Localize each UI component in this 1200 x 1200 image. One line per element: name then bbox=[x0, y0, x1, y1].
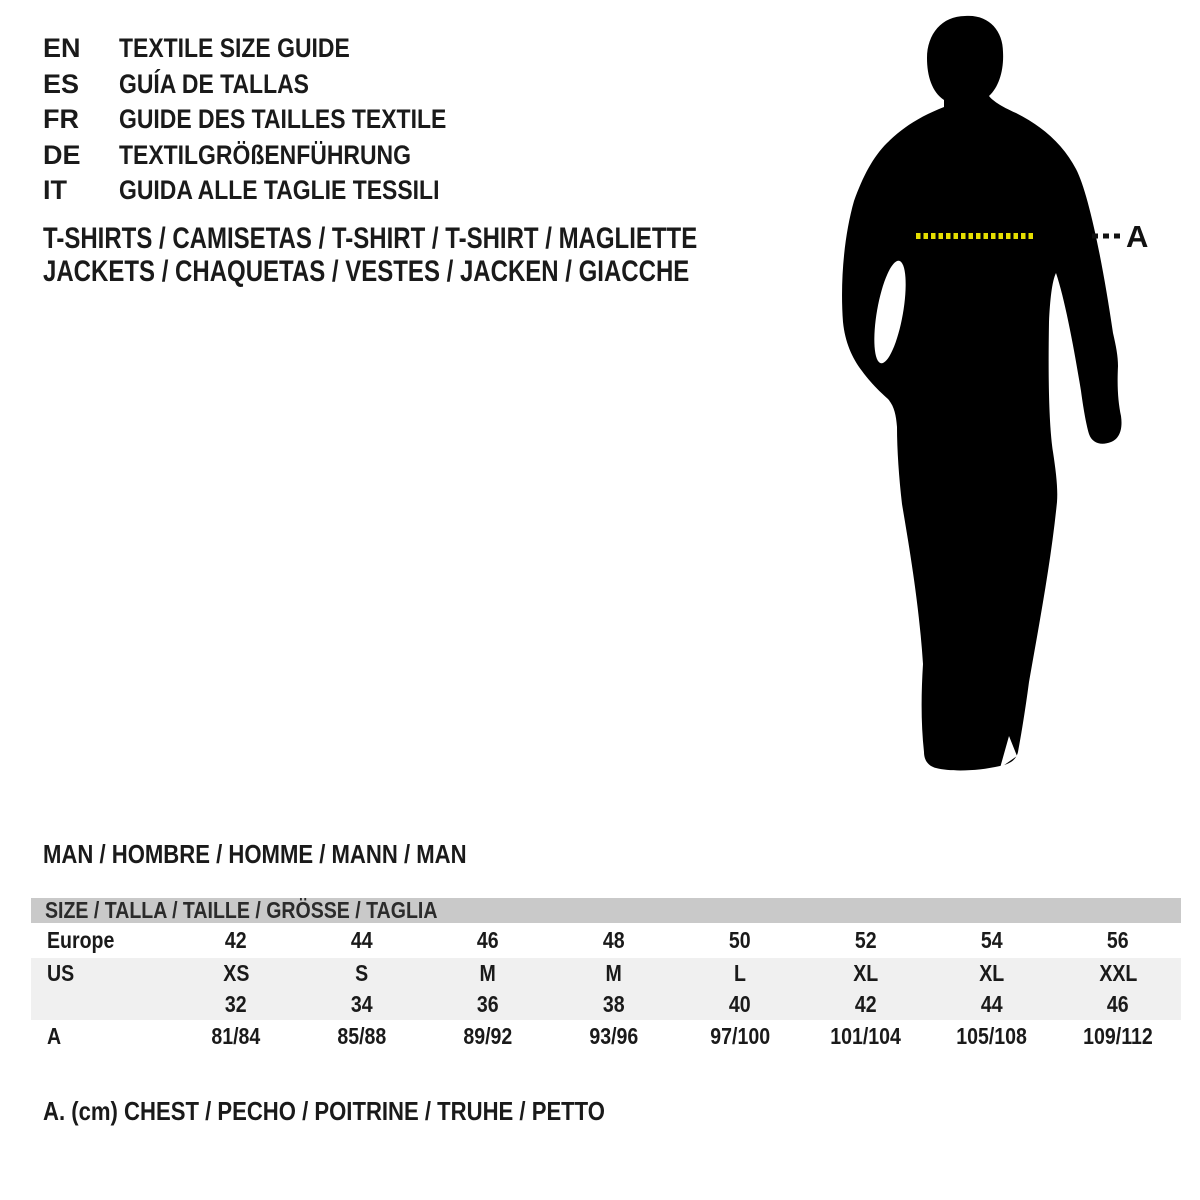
marker-label-a: A bbox=[1126, 219, 1149, 254]
table-cell: 56 bbox=[1107, 927, 1129, 953]
table-cell: 46 bbox=[477, 927, 499, 953]
language-code: ES bbox=[43, 68, 80, 99]
table-cell: 105/108 bbox=[956, 1023, 1028, 1049]
measurement-footnote bbox=[43, 1096, 704, 1127]
table-cell: M bbox=[479, 960, 497, 986]
row-label: US bbox=[47, 960, 75, 986]
table-cell: M bbox=[605, 960, 623, 986]
guide-title: TEXTILE SIZE GUIDE bbox=[119, 33, 350, 63]
category-line-tshirts: T-SHIRTS / CAMISETAS / T-SHIRT / T-SHIRT / MAGLIETTE bbox=[43, 222, 698, 255]
section-heading-man bbox=[43, 841, 541, 867]
table-cell: 34 bbox=[351, 991, 373, 1017]
table-cell: 44 bbox=[981, 991, 1003, 1017]
guide-title: TEXTILGRÖßENFÜHRUNG bbox=[119, 139, 411, 170]
table-cell: 89/92 bbox=[463, 1023, 513, 1049]
size-table-header bbox=[31, 898, 1181, 923]
table-cell: 44 bbox=[351, 927, 373, 953]
table-cell: XL bbox=[853, 960, 879, 986]
man-silhouette-figure bbox=[820, 0, 1200, 800]
table-cell: S bbox=[355, 960, 369, 986]
table-row-us bbox=[31, 958, 1181, 989]
table-cell: 32 bbox=[225, 991, 247, 1017]
table-cell: 54 bbox=[981, 927, 1003, 953]
table-cell: XXL bbox=[1098, 960, 1138, 986]
language-code: IT bbox=[43, 175, 67, 205]
table-cell: 93/96 bbox=[589, 1023, 639, 1049]
table-cell: 81/84 bbox=[211, 1023, 261, 1049]
table-cell: XL bbox=[979, 960, 1005, 986]
table-cell: 85/88 bbox=[337, 1023, 387, 1049]
table-cell: 38 bbox=[603, 991, 625, 1017]
language-row bbox=[43, 173, 504, 209]
table-cell: 42 bbox=[855, 991, 877, 1017]
language-row bbox=[43, 102, 504, 138]
man-silhouette bbox=[842, 16, 1121, 771]
table-cell: 46 bbox=[1107, 991, 1129, 1017]
measurement-footnote-text: A. (cm) CHEST / PECHO / POITRINE / TRUHE / PETTO bbox=[43, 1096, 605, 1126]
table-cell: 50 bbox=[729, 927, 751, 953]
table-cell: 42 bbox=[225, 927, 247, 953]
language-row bbox=[43, 67, 504, 103]
category-line-jackets: JACKETS / CHAQUETAS / VESTES / JACKEN / GIACCHE bbox=[43, 254, 690, 288]
row-label: Europe bbox=[47, 927, 115, 953]
language-code: EN bbox=[43, 33, 81, 63]
language-code: DE bbox=[43, 139, 81, 170]
guide-title: GUIDA ALLE TAGLIE TESSILI bbox=[119, 175, 440, 205]
table-row-chest-cm bbox=[31, 1020, 1181, 1053]
section-heading-text: MAN / HOMBRE / HOMME / MANN / MAN bbox=[43, 839, 467, 869]
table-row-numeric bbox=[31, 989, 1181, 1020]
table-cell: 48 bbox=[603, 927, 625, 953]
row-label: A bbox=[47, 1023, 62, 1049]
language-code: FR bbox=[43, 104, 79, 134]
guide-title: GUÍA DE TALLAS bbox=[119, 68, 309, 99]
language-row bbox=[43, 31, 504, 67]
guide-title: GUIDE DES TAILLES TEXTILE bbox=[119, 104, 447, 134]
row-label bbox=[31, 991, 173, 1018]
table-cell: 52 bbox=[855, 927, 877, 953]
table-cell: L bbox=[734, 960, 746, 986]
language-guide bbox=[43, 31, 504, 209]
category-lines bbox=[43, 223, 861, 288]
language-row bbox=[43, 138, 504, 174]
table-cell: 101/104 bbox=[830, 1023, 902, 1049]
table-cell: 40 bbox=[729, 991, 751, 1017]
table-cell: 109/112 bbox=[1083, 1023, 1153, 1049]
size-table bbox=[31, 898, 1181, 1053]
table-cell: 36 bbox=[477, 991, 499, 1017]
table-row-europe bbox=[31, 923, 1181, 958]
size-table-header-text: SIZE / TALLA / TAILLE / GRÖSSE / TAGLIA bbox=[45, 897, 438, 923]
table-cell: XS bbox=[222, 960, 250, 986]
table-cell: 97/100 bbox=[710, 1023, 770, 1049]
